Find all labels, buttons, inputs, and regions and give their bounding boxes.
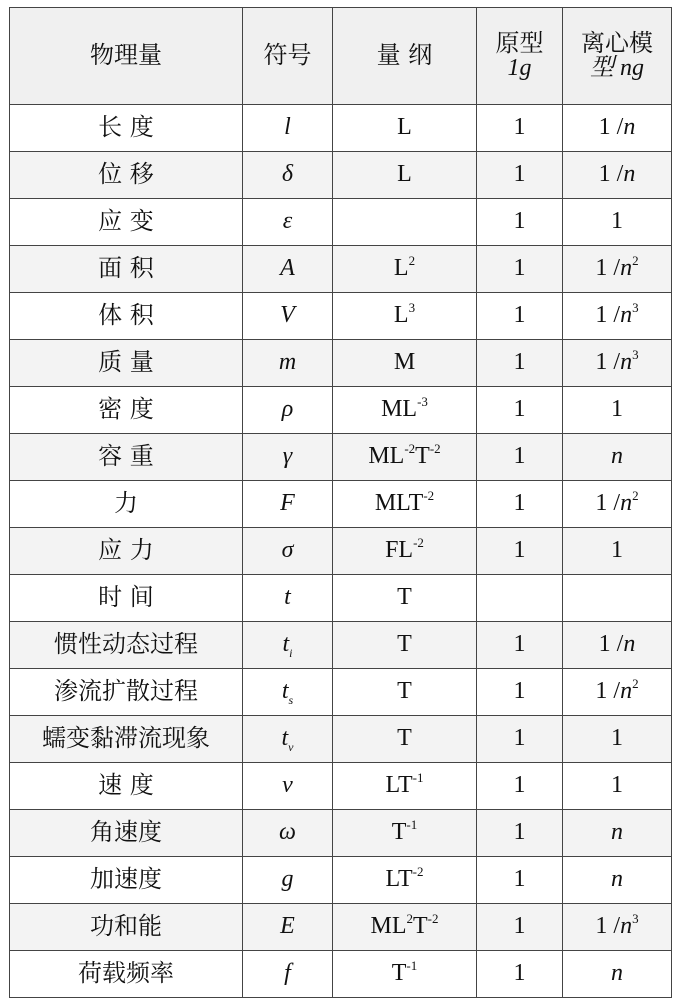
model-ratio-cell: 1 $/n^2$ — [563, 669, 672, 716]
header-row — [10, 8, 672, 105]
quantity-cell: 质 量 — [10, 340, 243, 387]
dimension-cell: T — [333, 716, 477, 763]
table-row — [10, 951, 672, 998]
quantity-cell: 长 度 — [10, 105, 243, 152]
table-row — [10, 105, 672, 152]
dimension-cell: $L^2$ — [333, 246, 477, 293]
symbol-cell: V — [243, 293, 333, 340]
symbol-cell: f — [243, 951, 333, 998]
prototype-ratio-cell: 1 — [477, 810, 563, 857]
quantity-cell: 蠕变黏滞流现象 — [10, 716, 243, 763]
prototype-ratio-cell: 1 — [477, 105, 563, 152]
table-row — [10, 199, 672, 246]
dimension-cell: L — [333, 105, 477, 152]
dimension-cell: $T^{-1}$ — [333, 951, 477, 998]
prototype-ratio-cell: 1 — [477, 434, 563, 481]
table-header — [10, 8, 672, 105]
dimension-cell: $T^{-1}$ — [333, 810, 477, 857]
prototype-ratio-cell: 1 — [477, 857, 563, 904]
symbol-cell: γ — [243, 434, 333, 481]
quantity-cell: 应 力 — [10, 528, 243, 575]
dimension-cell: $ML^2T^{-2}$ — [333, 904, 477, 951]
symbol-cell: t — [243, 575, 333, 622]
symbol-cell: $t_s$ — [243, 669, 333, 716]
table-body — [10, 105, 672, 998]
header-model — [563, 8, 672, 105]
dimension-cell: $LT^{-1}$ — [333, 763, 477, 810]
table-row — [10, 669, 672, 716]
header-quantity — [10, 8, 243, 105]
model-ratio-cell: 1 /n — [563, 622, 672, 669]
header-model-label: 离心模 — [581, 28, 653, 57]
prototype-ratio-cell: 1 — [477, 199, 563, 246]
symbol-cell: $t_v$ — [243, 716, 333, 763]
prototype-ratio-cell: 1 — [477, 152, 563, 199]
dimension-cell: $ML^{-2}T^{-2}$ — [333, 434, 477, 481]
prototype-ratio-cell: 1 — [477, 246, 563, 293]
prototype-ratio-cell: 1 — [477, 951, 563, 998]
dimension-cell: T — [333, 575, 477, 622]
model-ratio-cell: 1 — [563, 763, 672, 810]
dimension-cell: $L^3$ — [333, 293, 477, 340]
symbol-cell: δ — [243, 152, 333, 199]
symbol-cell: ε — [243, 199, 333, 246]
model-ratio-cell: 1 — [563, 387, 672, 434]
header-dimension-label: 量 纲 — [376, 41, 433, 70]
model-ratio-cell: 1 — [563, 199, 672, 246]
dimension-cell: $ML^{-3}$ — [333, 387, 477, 434]
quantity-cell: 功和能 — [10, 904, 243, 951]
table-row — [10, 904, 672, 951]
prototype-ratio-cell: 1 — [477, 293, 563, 340]
prototype-ratio-cell: 1 — [477, 481, 563, 528]
symbol-cell: ω — [243, 810, 333, 857]
prototype-ratio-cell — [477, 575, 563, 622]
model-ratio-cell: n — [563, 951, 672, 998]
quantity-cell: 力 — [10, 481, 243, 528]
symbol-cell: σ — [243, 528, 333, 575]
prototype-ratio-cell: 1 — [477, 763, 563, 810]
dimension-cell: $LT^{-2}$ — [333, 857, 477, 904]
quantity-cell: 荷载频率 — [10, 951, 243, 998]
header-model-unit: 型 ng — [590, 55, 644, 81]
table-row — [10, 246, 672, 293]
prototype-ratio-cell: 1 — [477, 340, 563, 387]
quantity-cell: 密 度 — [10, 387, 243, 434]
table-row — [10, 152, 672, 199]
model-ratio-cell: 1 /n — [563, 152, 672, 199]
symbol-cell: g — [243, 857, 333, 904]
table-row — [10, 340, 672, 387]
table-row — [10, 293, 672, 340]
header-prototype-label: 原型 — [495, 28, 544, 57]
model-ratio-cell — [563, 575, 672, 622]
model-ratio-cell: 1 /n — [563, 105, 672, 152]
table-row — [10, 716, 672, 763]
header-prototype — [477, 8, 563, 105]
quantity-cell: 面 积 — [10, 246, 243, 293]
prototype-ratio-cell: 1 — [477, 622, 563, 669]
model-ratio-cell: 1 $/n^3$ — [563, 293, 672, 340]
symbol-cell: v — [243, 763, 333, 810]
quantity-cell: 位 移 — [10, 152, 243, 199]
quantity-cell: 容 重 — [10, 434, 243, 481]
model-ratio-cell: 1 — [563, 528, 672, 575]
dimension-cell — [333, 199, 477, 246]
table-row — [10, 622, 672, 669]
quantity-cell: 渗流扩散过程 — [10, 669, 243, 716]
table-row — [10, 528, 672, 575]
prototype-ratio-cell: 1 — [477, 387, 563, 434]
symbol-cell: F — [243, 481, 333, 528]
table-row — [10, 763, 672, 810]
header-symbol — [243, 8, 333, 105]
header-dimension — [333, 8, 477, 105]
prototype-ratio-cell: 1 — [477, 528, 563, 575]
similarity-table — [9, 7, 672, 998]
table-row — [10, 810, 672, 857]
prototype-ratio-cell: 1 — [477, 716, 563, 763]
model-ratio-cell: n — [563, 810, 672, 857]
symbol-cell: ρ — [243, 387, 333, 434]
dimension-cell: T — [333, 669, 477, 716]
dimension-cell: $FL^{-2}$ — [333, 528, 477, 575]
quantity-cell: 体 积 — [10, 293, 243, 340]
model-ratio-cell: n — [563, 434, 672, 481]
quantity-cell: 速 度 — [10, 763, 243, 810]
table-row — [10, 857, 672, 904]
model-ratio-cell: n — [563, 857, 672, 904]
symbol-cell: E — [243, 904, 333, 951]
table-row — [10, 434, 672, 481]
quantity-cell: 时 间 — [10, 575, 243, 622]
table-row — [10, 575, 672, 622]
dimension-cell: T — [333, 622, 477, 669]
dimension-cell: M — [333, 340, 477, 387]
quantity-cell: 应 变 — [10, 199, 243, 246]
symbol-cell: l — [243, 105, 333, 152]
model-ratio-cell: 1 $/n^2$ — [563, 481, 672, 528]
symbol-cell: $t_i$ — [243, 622, 333, 669]
prototype-ratio-cell: 1 — [477, 669, 563, 716]
header-symbol-label: 符号 — [263, 41, 312, 70]
model-ratio-cell: 1 — [563, 716, 672, 763]
model-ratio-cell: 1 $/n^3$ — [563, 904, 672, 951]
header-prototype-unit: 1g — [507, 55, 532, 81]
quantity-cell: 惯性动态过程 — [10, 622, 243, 669]
quantity-cell: 角速度 — [10, 810, 243, 857]
table-row — [10, 481, 672, 528]
dimension-cell: L — [333, 152, 477, 199]
symbol-cell: A — [243, 246, 333, 293]
prototype-ratio-cell: 1 — [477, 904, 563, 951]
dimension-cell: $MLT^{-2}$ — [333, 481, 477, 528]
quantity-cell: 加速度 — [10, 857, 243, 904]
model-ratio-cell: 1 $/n^3$ — [563, 340, 672, 387]
header-quantity-label: 物理量 — [90, 41, 162, 70]
table-row — [10, 387, 672, 434]
symbol-cell: m — [243, 340, 333, 387]
model-ratio-cell: 1 $/n^2$ — [563, 246, 672, 293]
